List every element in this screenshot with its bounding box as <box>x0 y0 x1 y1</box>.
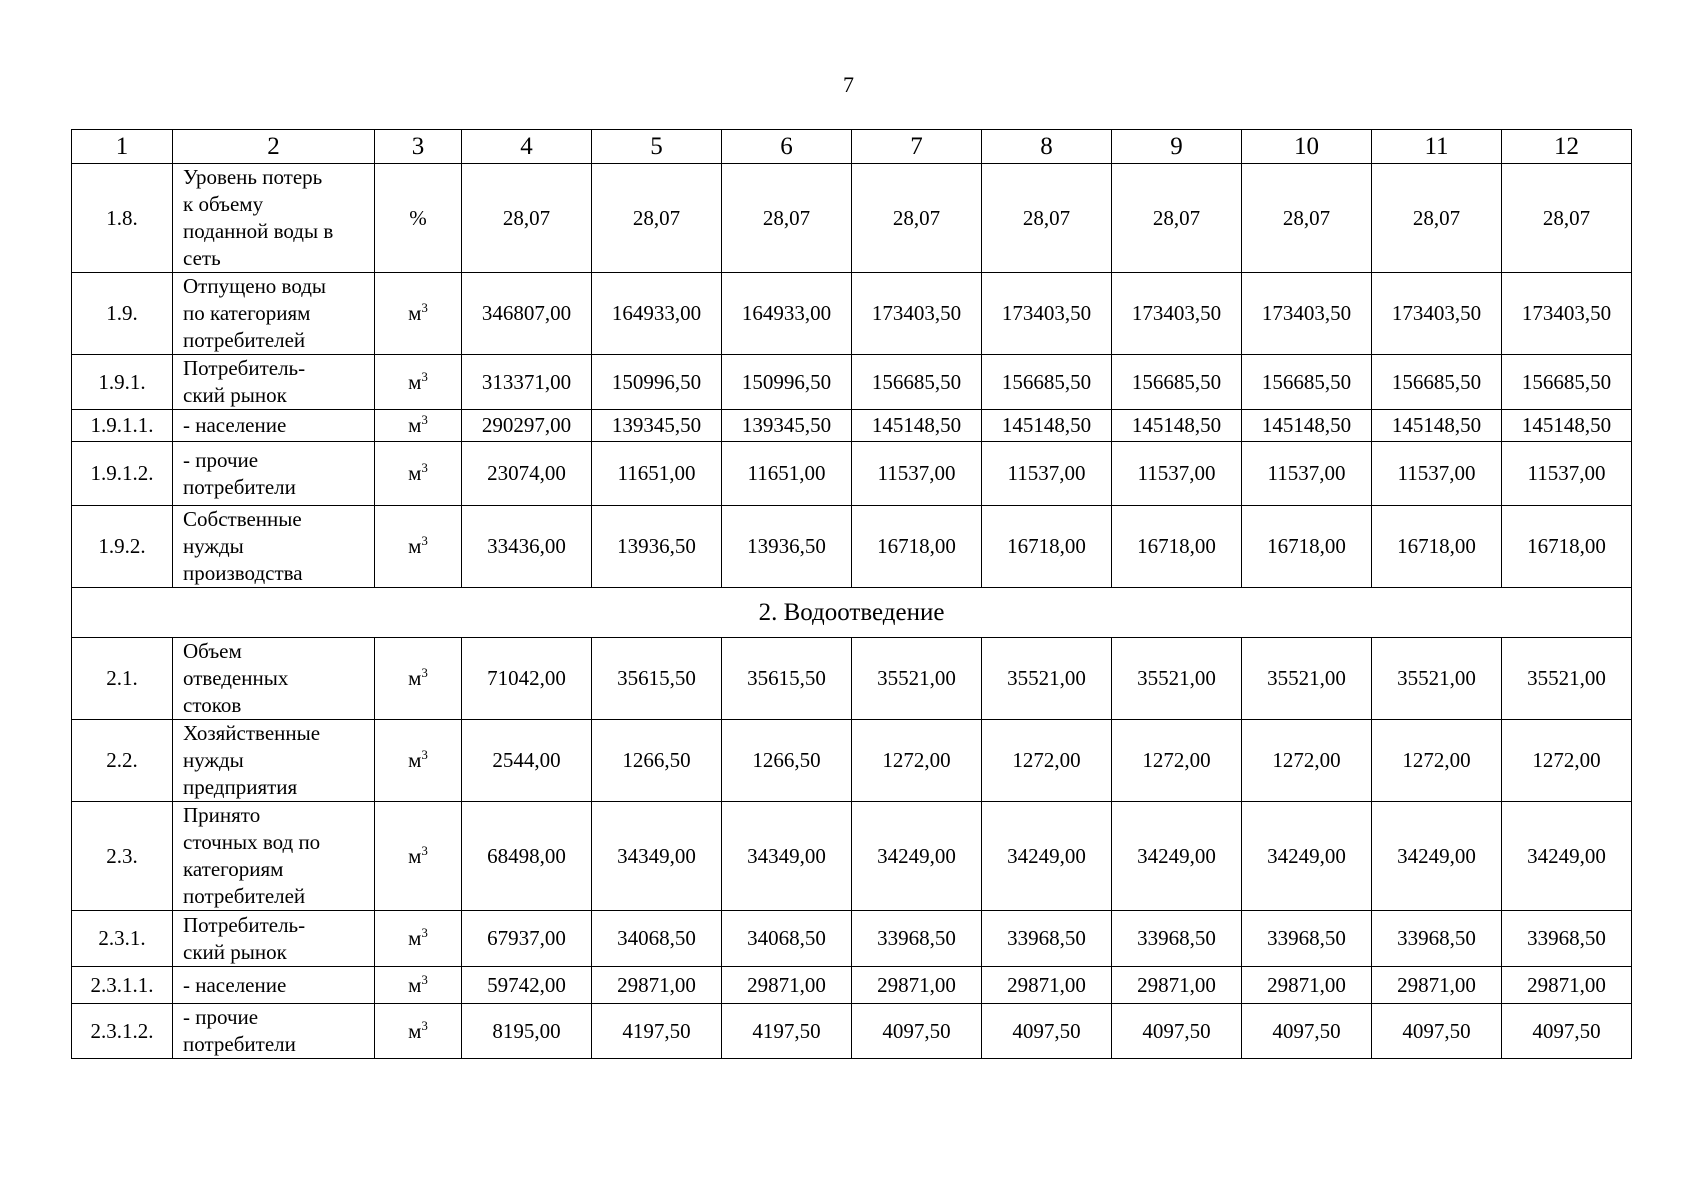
row-name-line: отведенных <box>183 666 289 690</box>
row-code: 1.9.1.2. <box>72 442 173 506</box>
water-supply-rows <box>72 164 1632 588</box>
column-number: 2 <box>173 130 375 164</box>
value-cell: 173403,50 <box>1372 273 1502 355</box>
value-cell: 34249,00 <box>1112 802 1242 911</box>
value-cell: 11537,00 <box>982 442 1112 506</box>
row-name <box>173 442 375 506</box>
value-cell: 145148,50 <box>1242 410 1372 442</box>
row-name-line: ский рынок <box>183 939 287 964</box>
value-cell: 156685,50 <box>982 355 1112 410</box>
row-name <box>173 967 375 1004</box>
value-cell: 29871,00 <box>1242 967 1372 1004</box>
value-cell: 35521,00 <box>1242 638 1372 720</box>
row-code: 2.3.1.1. <box>72 967 173 1004</box>
unit-text: м <box>408 926 422 950</box>
row-code: 1.8. <box>72 164 173 273</box>
row-name-line: Принято <box>183 803 261 827</box>
value-cell: 29871,00 <box>1502 967 1632 1004</box>
section-title: 2. Водоотведение <box>72 588 1632 638</box>
table-row <box>72 410 1632 442</box>
value-cell: 35615,50 <box>722 638 852 720</box>
value-cell: 28,07 <box>592 164 722 273</box>
section-row <box>72 588 1632 638</box>
unit-superscript: 3 <box>421 747 428 762</box>
unit-superscript: 3 <box>421 368 428 384</box>
value-cell: 29871,00 <box>852 967 982 1004</box>
row-name-line: - население <box>183 972 287 997</box>
value-cell: 4197,50 <box>722 1004 852 1059</box>
value-cell: 16718,00 <box>1112 506 1242 588</box>
value-cell: 16718,00 <box>1502 506 1632 588</box>
row-name-line: Хозяйственные <box>183 721 321 745</box>
row-unit <box>375 967 462 1004</box>
row-name <box>173 410 375 442</box>
column-number: 8 <box>982 130 1112 164</box>
table-row <box>72 911 1632 967</box>
value-cell: 67937,00 <box>462 911 592 967</box>
value-cell: 8195,00 <box>462 1004 592 1059</box>
value-cell: 1272,00 <box>1372 720 1502 802</box>
value-cell: 35615,50 <box>592 638 722 720</box>
row-name-line: предприятия <box>183 775 298 799</box>
value-cell: 28,07 <box>1502 164 1632 273</box>
unit-superscript: 3 <box>421 533 428 548</box>
table-row <box>72 1004 1632 1059</box>
row-name-line: потребители <box>183 474 296 499</box>
value-cell: 13936,50 <box>722 506 852 588</box>
value-cell: 145148,50 <box>1502 410 1632 442</box>
row-name-line: нужды <box>183 748 244 772</box>
value-cell: 35521,00 <box>852 638 982 720</box>
row-name <box>173 506 375 588</box>
value-cell: 1272,00 <box>852 720 982 802</box>
row-unit <box>375 638 462 720</box>
value-cell: 34349,00 <box>592 802 722 911</box>
unit-text: м <box>408 413 422 437</box>
value-cell: 34068,50 <box>722 911 852 967</box>
row-name-line: Потребитель- <box>183 356 306 380</box>
value-cell: 11651,00 <box>592 442 722 506</box>
row-code: 2.1. <box>72 638 173 720</box>
value-cell: 33436,00 <box>462 506 592 588</box>
value-cell: 11537,00 <box>852 442 982 506</box>
unit-superscript: 3 <box>421 971 428 987</box>
row-name-line: потребителей <box>183 328 306 352</box>
row-name-line: поданной воды в <box>183 219 334 243</box>
column-number: 5 <box>592 130 722 164</box>
row-unit <box>375 355 462 410</box>
value-cell: 29871,00 <box>1112 967 1242 1004</box>
value-cell: 35521,00 <box>1372 638 1502 720</box>
value-cell: 35521,00 <box>1502 638 1632 720</box>
value-cell: 33968,50 <box>1372 911 1502 967</box>
header-row <box>72 130 1632 164</box>
value-cell: 71042,00 <box>462 638 592 720</box>
row-unit <box>375 442 462 506</box>
value-cell: 173403,50 <box>1112 273 1242 355</box>
column-number: 3 <box>375 130 462 164</box>
row-name-line: - население <box>183 413 287 437</box>
value-cell: 156685,50 <box>1372 355 1502 410</box>
unit-text: м <box>408 666 422 690</box>
column-number: 10 <box>1242 130 1372 164</box>
value-cell: 34249,00 <box>852 802 982 911</box>
unit-text: м <box>408 843 422 868</box>
value-cell: 164933,00 <box>722 273 852 355</box>
value-cell: 16718,00 <box>852 506 982 588</box>
row-name-line: Собственные <box>183 507 302 531</box>
value-cell: 35521,00 <box>1112 638 1242 720</box>
row-unit <box>375 164 462 273</box>
unit-text: м <box>408 748 422 772</box>
value-cell: 145148,50 <box>1112 410 1242 442</box>
value-cell: 290297,00 <box>462 410 592 442</box>
row-name-line: сточных вод по <box>183 830 321 854</box>
row-code: 1.9.2. <box>72 506 173 588</box>
value-cell: 28,07 <box>1242 164 1372 273</box>
column-number: 12 <box>1502 130 1632 164</box>
value-cell: 11537,00 <box>1242 442 1372 506</box>
column-number: 4 <box>462 130 592 164</box>
value-cell: 1272,00 <box>1112 720 1242 802</box>
value-cell: 34068,50 <box>592 911 722 967</box>
value-cell: 34249,00 <box>1502 802 1632 911</box>
column-number: 11 <box>1372 130 1502 164</box>
row-name-line: нужды <box>183 534 244 558</box>
row-name-line: потребители <box>183 1032 296 1056</box>
row-unit <box>375 720 462 802</box>
row-name-line: сеть <box>183 246 221 270</box>
row-name <box>173 164 375 273</box>
row-unit <box>375 410 462 442</box>
page-number: 7 <box>843 72 854 97</box>
value-cell: 4097,50 <box>982 1004 1112 1059</box>
value-cell: 16718,00 <box>1372 506 1502 588</box>
value-cell: 4097,50 <box>1112 1004 1242 1059</box>
row-name-line: по категориям <box>183 301 311 325</box>
value-cell: 29871,00 <box>982 967 1112 1004</box>
column-number: 6 <box>722 130 852 164</box>
column-number: 9 <box>1112 130 1242 164</box>
unit-superscript: 3 <box>421 925 428 940</box>
value-cell: 145148,50 <box>1372 410 1502 442</box>
value-cell: 150996,50 <box>592 355 722 410</box>
value-cell: 28,07 <box>462 164 592 273</box>
value-cell: 34249,00 <box>1242 802 1372 911</box>
row-unit <box>375 506 462 588</box>
unit-text: % <box>409 205 427 230</box>
unit-superscript: 3 <box>421 1017 428 1033</box>
value-cell: 68498,00 <box>462 802 592 911</box>
unit-superscript: 3 <box>421 460 428 475</box>
value-cell: 1266,50 <box>592 720 722 802</box>
value-cell: 59742,00 <box>462 967 592 1004</box>
value-cell: 4097,50 <box>852 1004 982 1059</box>
row-unit <box>375 273 462 355</box>
value-cell: 33968,50 <box>1502 911 1632 967</box>
unit-superscript: 3 <box>421 842 428 858</box>
value-cell: 29871,00 <box>592 967 722 1004</box>
value-cell: 29871,00 <box>1372 967 1502 1004</box>
row-code: 1.9.1. <box>72 355 173 410</box>
unit-text: м <box>408 1018 422 1043</box>
row-code: 2.3. <box>72 802 173 911</box>
row-name-line: категориям <box>183 857 284 881</box>
value-cell: 28,07 <box>982 164 1112 273</box>
table-row <box>72 638 1632 720</box>
table-row <box>72 967 1632 1004</box>
value-cell: 34249,00 <box>1372 802 1502 911</box>
value-cell: 34249,00 <box>982 802 1112 911</box>
unit-text: м <box>408 369 422 394</box>
row-name-line: Потребитель- <box>183 912 306 937</box>
value-cell: 13936,50 <box>592 506 722 588</box>
unit-text: м <box>408 301 422 325</box>
row-unit <box>375 1004 462 1059</box>
value-cell: 2544,00 <box>462 720 592 802</box>
row-name <box>173 802 375 911</box>
value-cell: 346807,00 <box>462 273 592 355</box>
value-cell: 173403,50 <box>1242 273 1372 355</box>
row-unit <box>375 802 462 911</box>
value-cell: 35521,00 <box>982 638 1112 720</box>
unit-text: м <box>408 534 422 558</box>
value-cell: 173403,50 <box>852 273 982 355</box>
value-cell: 1266,50 <box>722 720 852 802</box>
row-code: 2.3.1.2. <box>72 1004 173 1059</box>
value-cell: 33968,50 <box>852 911 982 967</box>
row-code: 2.2. <box>72 720 173 802</box>
row-code: 2.3.1. <box>72 911 173 967</box>
wastewater-rows <box>72 638 1632 1059</box>
value-cell: 1272,00 <box>1502 720 1632 802</box>
table-row <box>72 506 1632 588</box>
data-table <box>71 129 1632 1059</box>
value-cell: 28,07 <box>722 164 852 273</box>
row-name-line: производства <box>183 561 303 585</box>
value-cell: 28,07 <box>1372 164 1502 273</box>
value-cell: 145148,50 <box>852 410 982 442</box>
row-unit <box>375 911 462 967</box>
row-name-line: Объем <box>183 639 242 663</box>
row-name-line: стоков <box>183 693 242 717</box>
table-row <box>72 442 1632 506</box>
value-cell: 156685,50 <box>1112 355 1242 410</box>
value-cell: 4097,50 <box>1242 1004 1372 1059</box>
value-cell: 145148,50 <box>982 410 1112 442</box>
row-name <box>173 911 375 967</box>
value-cell: 156685,50 <box>1502 355 1632 410</box>
row-name-line: - прочие <box>183 447 259 472</box>
row-name-line: Уровень потерь <box>183 165 323 189</box>
table-row <box>72 355 1632 410</box>
value-cell: 173403,50 <box>982 273 1112 355</box>
row-code: 1.9. <box>72 273 173 355</box>
row-name <box>173 355 375 410</box>
value-cell: 28,07 <box>1112 164 1242 273</box>
value-cell: 4197,50 <box>592 1004 722 1059</box>
value-cell: 11651,00 <box>722 442 852 506</box>
row-name <box>173 720 375 802</box>
row-name-line: - прочие <box>183 1005 259 1029</box>
value-cell: 139345,50 <box>722 410 852 442</box>
table-row <box>72 720 1632 802</box>
value-cell: 11537,00 <box>1502 442 1632 506</box>
unit-superscript: 3 <box>421 412 428 427</box>
value-cell: 23074,00 <box>462 442 592 506</box>
table-row <box>72 802 1632 911</box>
column-number: 1 <box>72 130 173 164</box>
value-cell: 156685,50 <box>852 355 982 410</box>
value-cell: 16718,00 <box>1242 506 1372 588</box>
value-cell: 33968,50 <box>1112 911 1242 967</box>
table-row <box>72 273 1632 355</box>
row-name-line: Отпущено воды <box>183 274 327 298</box>
value-cell: 29871,00 <box>722 967 852 1004</box>
value-cell: 4097,50 <box>1372 1004 1502 1059</box>
unit-text: м <box>408 972 422 997</box>
value-cell: 33968,50 <box>982 911 1112 967</box>
unit-text: м <box>408 461 422 485</box>
value-cell: 150996,50 <box>722 355 852 410</box>
value-cell: 4097,50 <box>1502 1004 1632 1059</box>
unit-superscript: 3 <box>421 665 428 680</box>
column-number: 7 <box>852 130 982 164</box>
table-row <box>72 164 1632 273</box>
value-cell: 11537,00 <box>1112 442 1242 506</box>
value-cell: 139345,50 <box>592 410 722 442</box>
row-name-line: ский рынок <box>183 383 287 407</box>
row-name <box>173 638 375 720</box>
value-cell: 313371,00 <box>462 355 592 410</box>
value-cell: 33968,50 <box>1242 911 1372 967</box>
value-cell: 173403,50 <box>1502 273 1632 355</box>
value-cell: 156685,50 <box>1242 355 1372 410</box>
unit-superscript: 3 <box>421 300 428 315</box>
row-name-line: потребителей <box>183 884 306 908</box>
value-cell: 164933,00 <box>592 273 722 355</box>
row-name <box>173 1004 375 1059</box>
value-cell: 1272,00 <box>1242 720 1372 802</box>
value-cell: 34349,00 <box>722 802 852 911</box>
row-name-line: к объему <box>183 192 264 216</box>
row-code: 1.9.1.1. <box>72 410 173 442</box>
value-cell: 28,07 <box>852 164 982 273</box>
value-cell: 11537,00 <box>1372 442 1502 506</box>
value-cell: 16718,00 <box>982 506 1112 588</box>
value-cell: 1272,00 <box>982 720 1112 802</box>
row-name <box>173 273 375 355</box>
